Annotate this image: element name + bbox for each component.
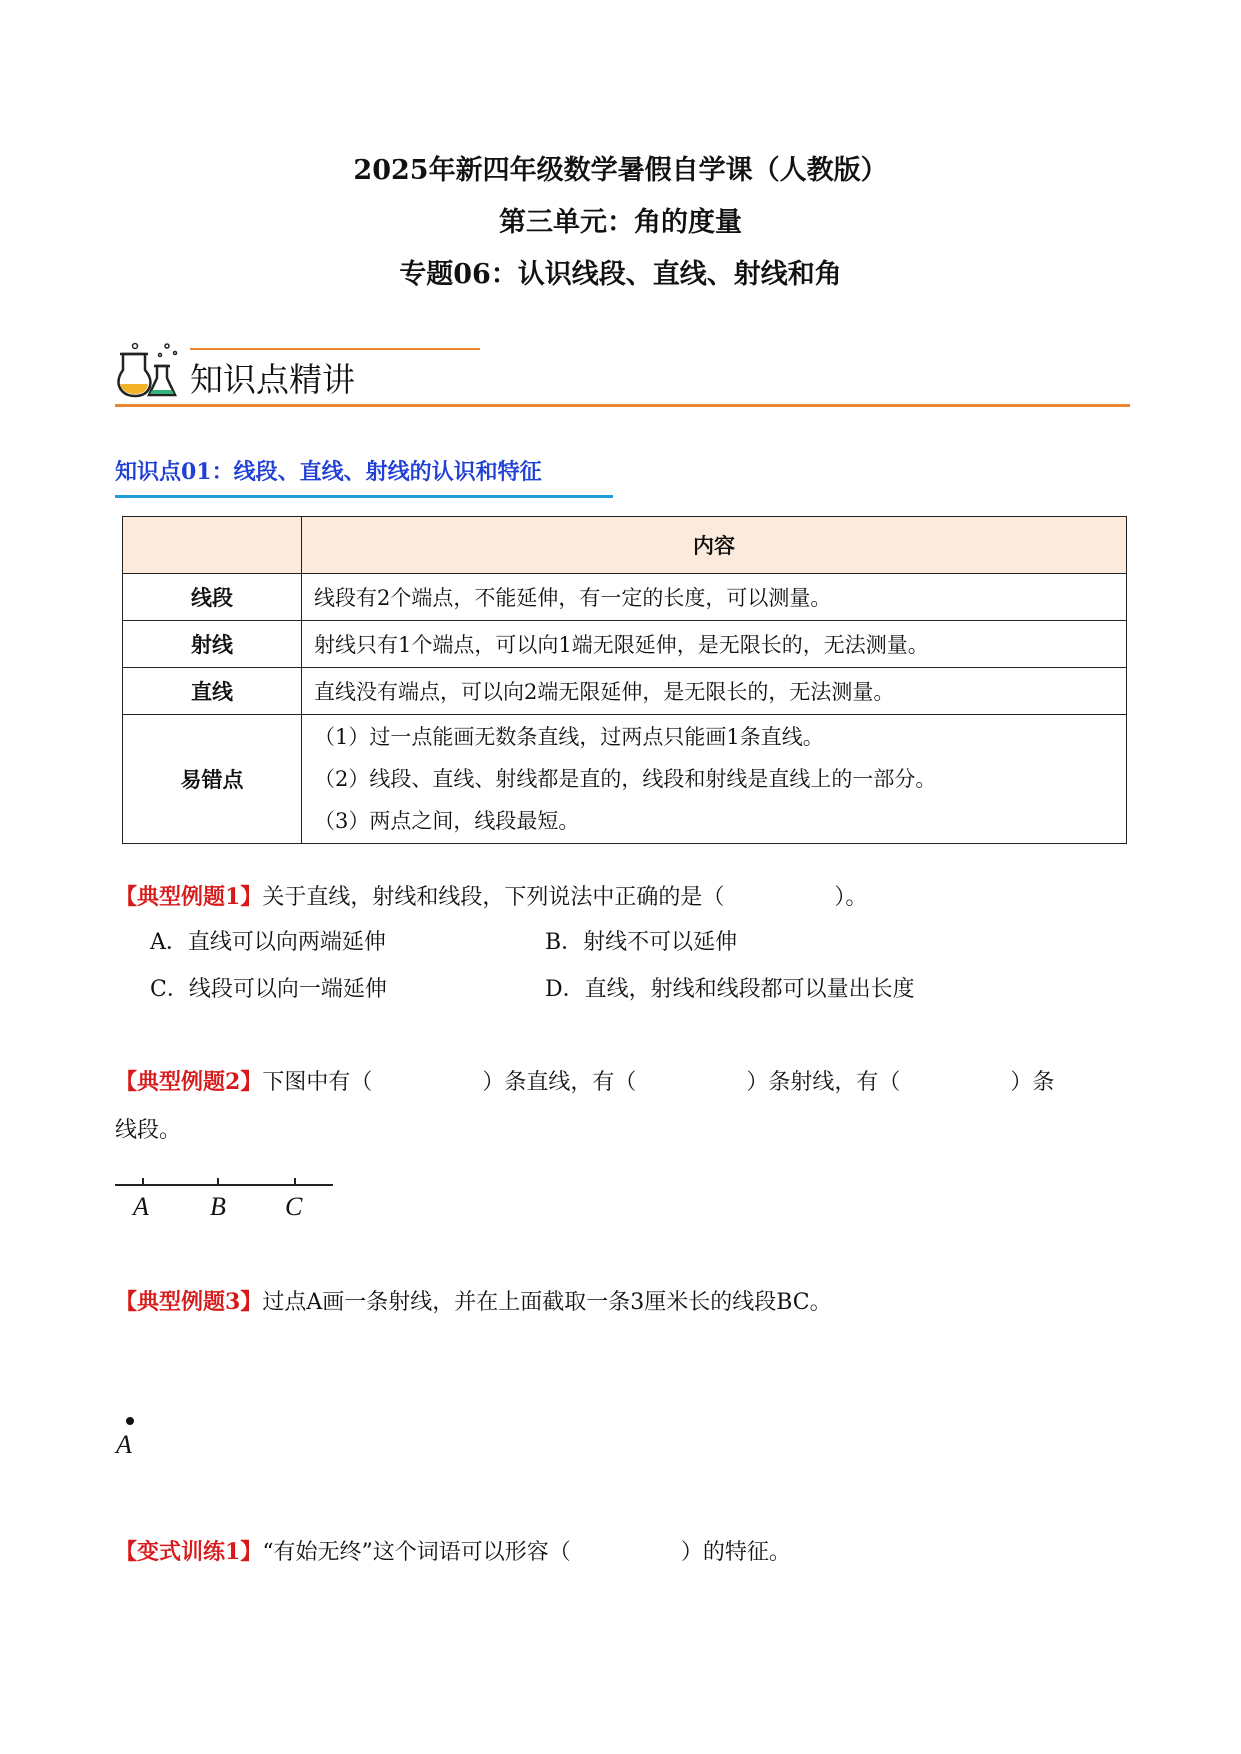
question-3 (115, 1285, 832, 1316)
question-2 (115, 1065, 1054, 1096)
table-header-row (123, 517, 1127, 574)
section-banner (115, 340, 1130, 410)
question-text: ）条射线，有（ (746, 1070, 901, 1095)
point-label: A (133, 1192, 149, 1221)
knowledge-point-underline (115, 495, 613, 498)
question-tag: 【变式训练1】 (115, 1539, 263, 1565)
table-row (123, 668, 1127, 715)
topic-title: 专题06：认识线段、直线、射线和角 (399, 259, 842, 290)
point-label: B (210, 1192, 226, 1221)
question-tag: 【典型例题2】 (115, 1069, 263, 1095)
option-d: D．直线，射线和线段都可以量出长度 (545, 977, 915, 1002)
document-title: 2025年新四年级数学暑假自学课（人教版） (353, 155, 888, 186)
banner-top-rule (190, 348, 480, 350)
option-b: B．射线不可以延伸 (545, 930, 738, 955)
question-text: 关于直线，射线和线段，下列说法中正确的是（ (262, 885, 725, 910)
banner-rule (115, 404, 1130, 407)
question-text: 过点A画一条射线，并在上面截取一条3厘米长的线段BC。 (262, 1290, 832, 1315)
question-4 (115, 1535, 791, 1566)
table-row (123, 715, 1127, 844)
row-value (302, 715, 1127, 844)
knowledge-point-title: 知识点01：线段、直线、射线的认识和特征 (115, 459, 542, 485)
question-tag: 【典型例题3】 (115, 1289, 263, 1315)
table-row (123, 621, 1127, 668)
banner-label: 知识点精讲 (190, 360, 355, 399)
question-tag: 【典型例题1】 (115, 884, 263, 910)
row-name: 射线 (123, 621, 302, 668)
error-line: （3）两点之间，线段最短。 (314, 809, 580, 833)
line-drawing (115, 1165, 345, 1205)
question-text: ）条 (1010, 1070, 1055, 1095)
table-header-cell: 内容 (302, 517, 1127, 574)
flask-icon (115, 340, 185, 400)
question-text: ）。 (834, 885, 868, 910)
point-a-dot (126, 1417, 134, 1425)
error-line: （1）过一点能画无数条直线，过两点只能画1条直线。 (314, 725, 824, 749)
row-value: 射线只有1个端点，可以向1端无限延伸，是无限长的，无法测量。 (302, 621, 1127, 668)
knowledge-table (122, 516, 1127, 844)
row-name: 易错点 (123, 715, 302, 844)
question-1 (115, 880, 867, 911)
question-text: “有始无终”这个词语可以形容（ (262, 1540, 571, 1565)
question-text: 下图中有（ (262, 1070, 373, 1095)
table-row (123, 574, 1127, 621)
unit-title: 第三单元：角的度量 (499, 207, 742, 238)
option-c: C．线段可以向一端延伸 (150, 977, 387, 1002)
row-name: 直线 (123, 668, 302, 715)
point-label: A (116, 1430, 132, 1459)
row-value: 线段有2个端点，不能延伸，有一定的长度，可以测量。 (302, 574, 1127, 621)
point-label: C (285, 1192, 303, 1221)
row-name: 线段 (123, 574, 302, 621)
question-text: ）的特征。 (680, 1540, 791, 1565)
question-text: ）条直线，有（ (482, 1070, 637, 1095)
table-header-cell (123, 517, 302, 574)
question-2-cont: 线段。 (115, 1118, 182, 1143)
error-line: （2）线段、直线、射线都是直的，线段和射线是直线上的一部分。 (314, 767, 937, 791)
option-a: A．直线可以向两端延伸 (150, 930, 386, 955)
row-value: 直线没有端点，可以向2端无限延伸，是无限长的，无法测量。 (302, 668, 1127, 715)
